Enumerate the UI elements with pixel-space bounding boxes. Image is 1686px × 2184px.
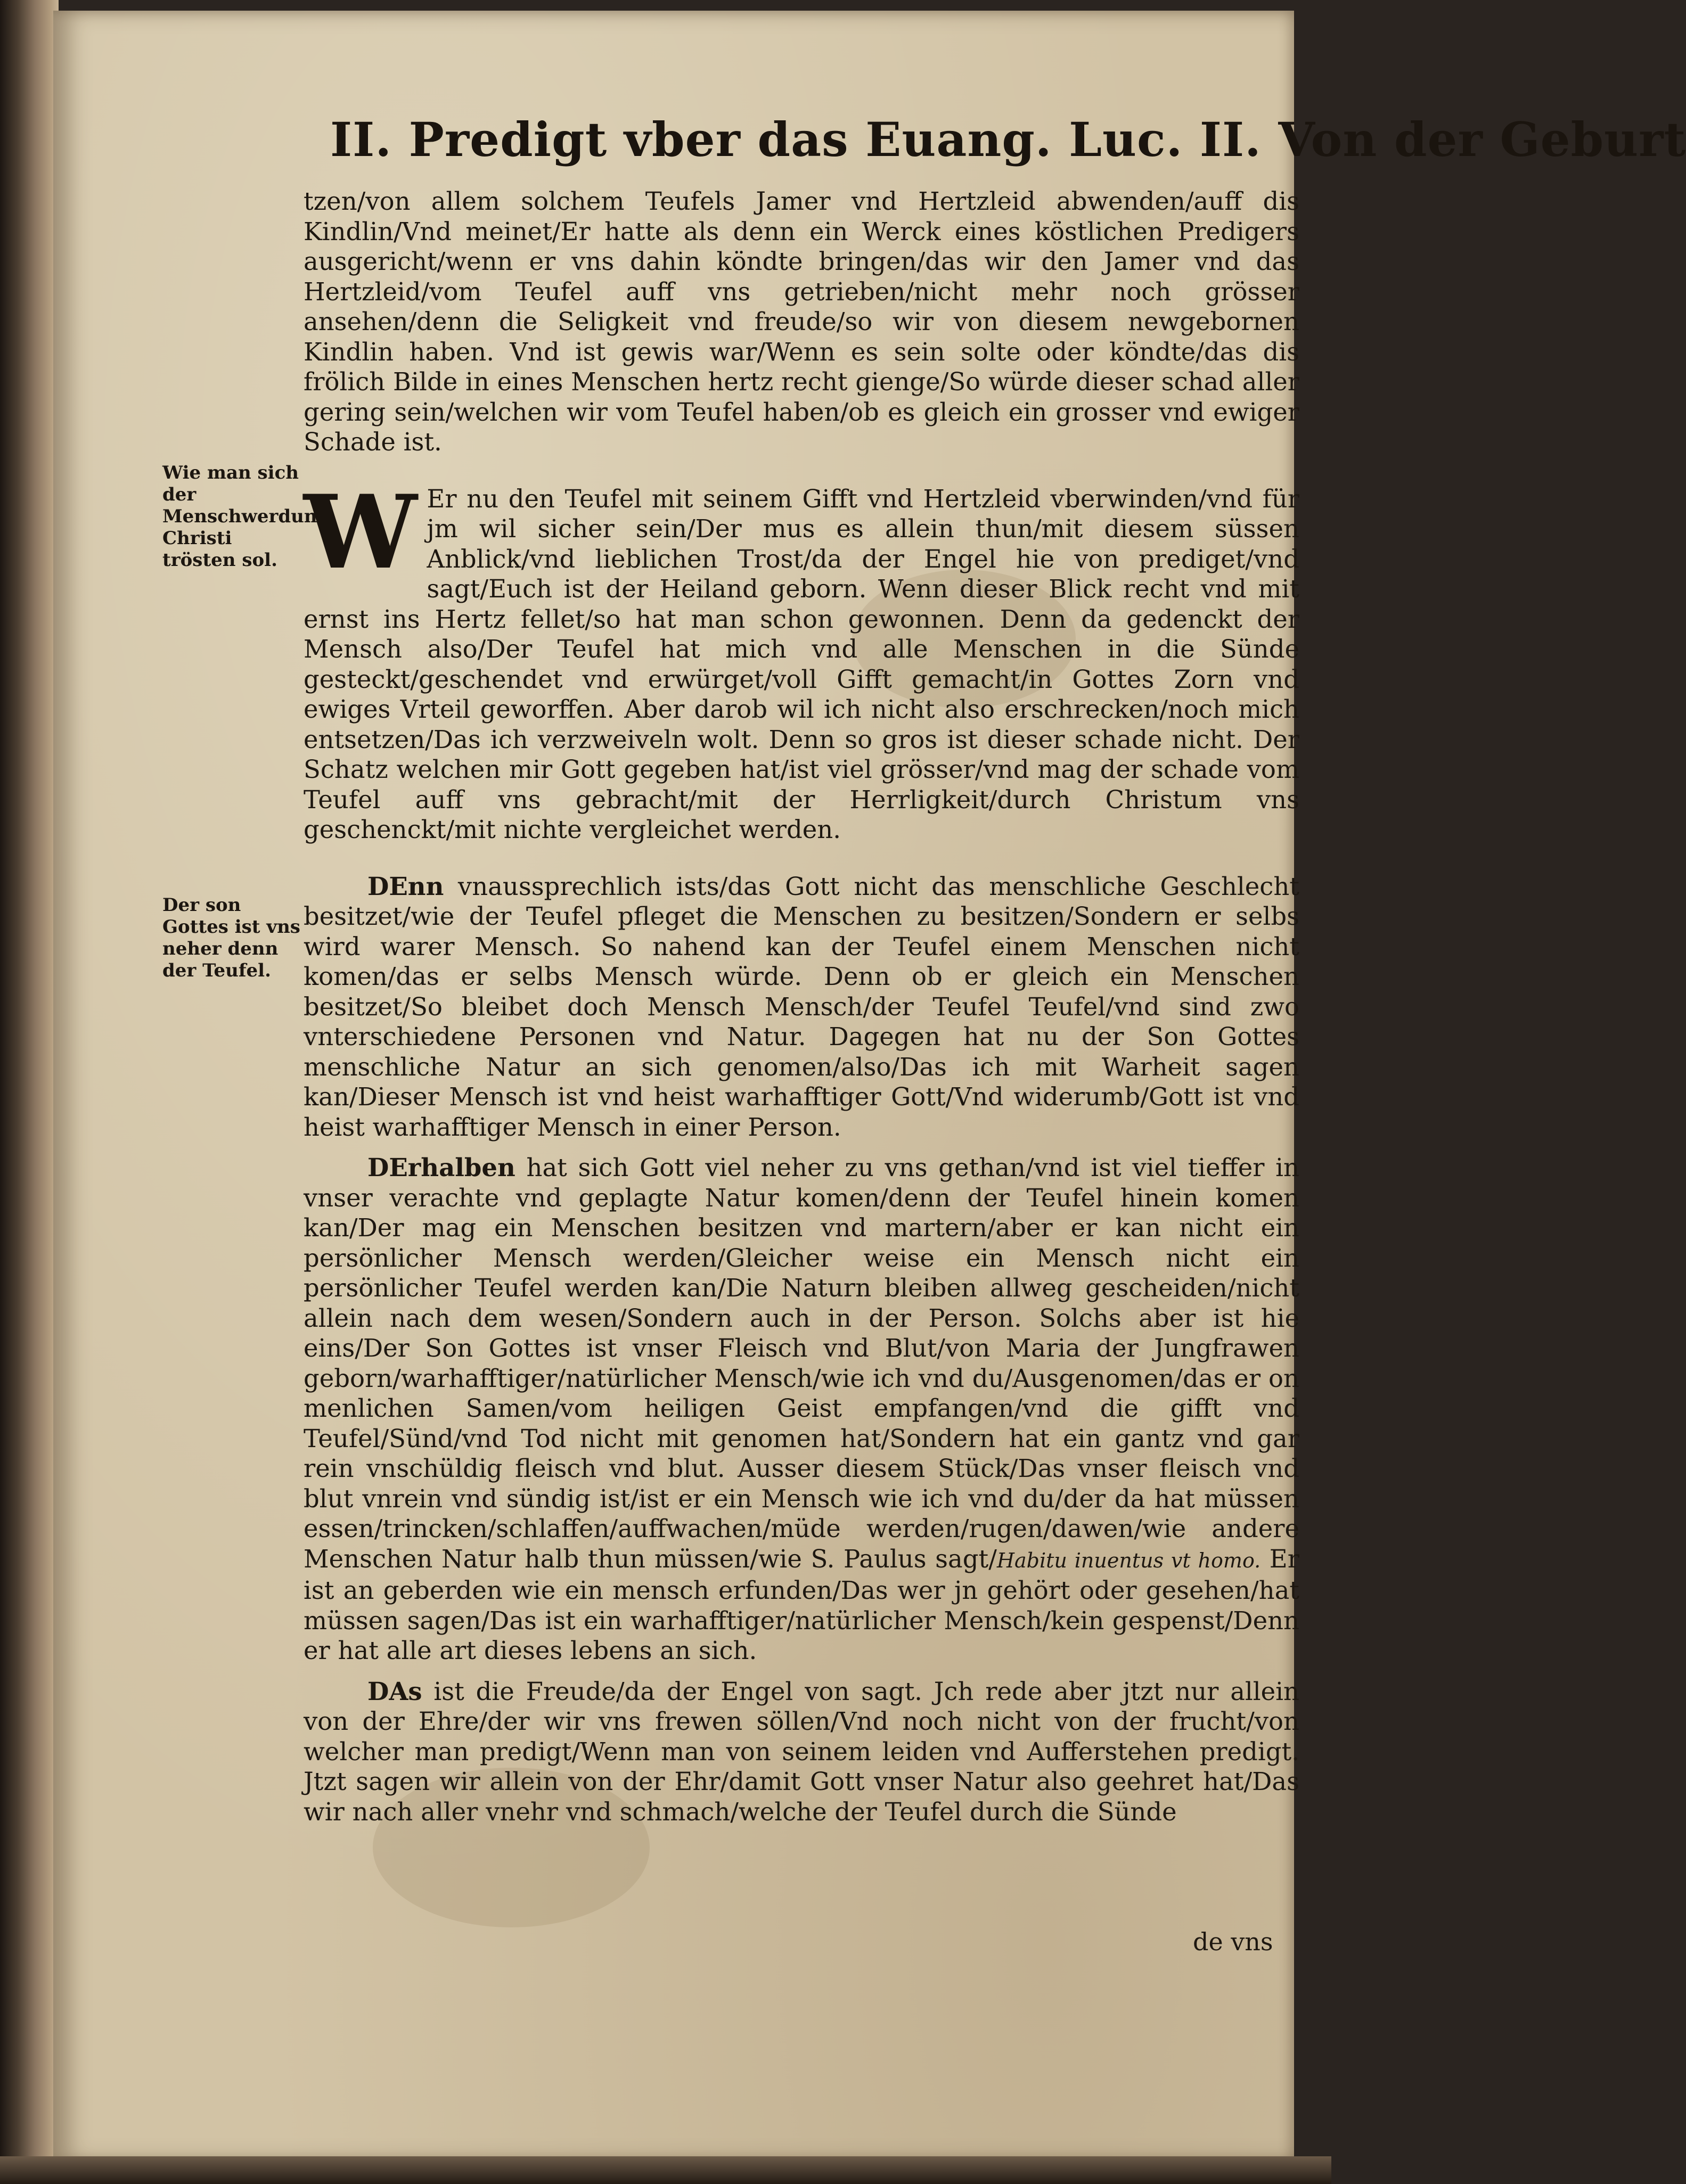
paragraph-lead: DErhalben — [367, 1153, 515, 1182]
paragraph-text: vnaussprechlich ists/das Gott nicht das menschliche Geschlecht besitzet/wie der Teufel pfleget die Menschen zu besitzen/Sondern er selbs wird warer Mensch. So nahend kan der Teufel einem Menschen nicht komen/das er selbs Mensch würde. Denn ob er gleich ein Menschen besitzet/So bleibet doch Mensch Mensch/der Teufel Teufel/vnd sind zwo vnterschiedene Personen vnd Natur. Dagegen hat nu der Son Gottes menschliche Natur an sich genomen/also/Das ich mit Warheit sagen kan/Dieser Mensch ist vnd heist warhafftiger Gott/Vnd widerumb/Gott ist vnd heist warhafftiger Mensch in einer Person. — [304, 872, 1299, 1142]
paragraph — [304, 1677, 1299, 1827]
paragraph-text: Er nu den Teufel mit seinem Gifft vnd Hertzleid vberwinden/vnd für jm wil sicher sein/Der mus es allein thun/mit diesem süssen Anblick/vnd lieblichen Trost/da der Engel hie von prediget/vnd sagt/Euch ist der Heiland geborn. Wenn dieser Blick recht vnd mit ernst ins Hertz fellet/so hat man schon gewonnen. Denn da gedenckt der Mensch also/Der Teufel hat mich vnd alle Menschen in die Sünde gesteckt/geschendet vnd erwürget/voll Gifft gemacht/in Gottes Zorn vnd ewiges Vrteil geworffen. Aber darob wil ich nicht also erschrecken/noch mich entsetzen/Das ich verzweiveln wolt. Denn so gros ist dieser schade nicht. Der Schatz welchen mir Gott gegeben hat/ist viel grösser/vnd mag der schade vom Teufel auff vns gebracht/mit der Herrligkeit/durch Christum vns geschenckt/mit nichte vergleichet werden. — [304, 484, 1299, 844]
paragraph — [304, 472, 1299, 845]
running-header: II. Predigt vber das Euang. Luc. II. Von der Geburt — [330, 112, 1686, 167]
paragraph — [304, 1153, 1299, 1666]
book-page — [53, 11, 1686, 2162]
paragraph-text: ist die Freude/da der Engel von sagt. Jch rede aber jtzt nur allein von der Ehre/der wir vns frewen söllen/Vnd noch nicht von der frucht/von welcher man predigt/Wenn man von seinem leiden vnd Aufferstehen predigt. Jtzt sagen wir allein von der Ehr/damit Gott vnser Natur also geehret hat/Das wir nach aller vnehr vnd schmach/welche der Teufel durch die Sünde — [304, 1677, 1299, 1826]
paragraph-text: tzen/von allem solchem Teufels Jamer vnd Hertzleid abwenden/auff dis Kindlin/Vnd meinet/Er hatte als denn ein Werck eines köstlichen Predigers ausgericht/wenn er vns dahin köndte bringen/das wir den Jamer vnd das Hertzleid/vom Teufel auff vns getrieben/nicht mehr noch grösser ansehen/denn die Seligkeit vnd freude/so wir von diesem newgebornen Kindlin haben. Vnd ist gewis war/Wenn es sein solte oder köndte/das dis frölich Bilde in eines Menschen hertz recht gienge/So würde dieser schad aller gering sein/welchen wir vom Teufel haben/ob es gleich ein grosser vnd ewiger Schade ist. — [304, 187, 1299, 456]
paragraph-text: Er ist an geberden wie ein mensch erfunden/Das wer jn gehört oder gesehen/hat müssen sagen/Das ist ein warhafftiger/natürlicher Mensch/kein gespenst/Denn er hat alle art dieses lebens an sich. — [304, 1544, 1299, 1665]
catchword: de vns — [1193, 1927, 1273, 1956]
book-edge — [0, 0, 59, 2184]
paragraph-lead: DAs — [367, 1676, 422, 1706]
latin-quote: Habitu inuentus vt homo. — [996, 1548, 1261, 1572]
paragraph — [304, 872, 1299, 1143]
paragraph — [304, 186, 1299, 457]
paragraph-lead: DEnn — [367, 871, 444, 901]
drop-cap: W — [304, 472, 418, 592]
marginal-note: Wie man sich der Menschwerdung Christi trösten sol. — [162, 462, 330, 571]
marginal-note: Der son Gottes ist vns neher denn der Teufel. — [162, 894, 300, 981]
page-body — [304, 186, 1299, 1827]
book-bottom-edge — [0, 2156, 1331, 2184]
paragraph-text: hat sich Gott viel neher zu vns gethan/vnd ist viel tieffer in vnser verachte vnd geplagte Natur komen/denn der Teufel hinein komen kan/Der mag ein Menschen besitzen vnd martern/aber er kan nicht ein persönlicher Mensch werden/Gleicher weise ein Mensch nicht ein persönlicher Teufel werden kan/Die Naturn bleiben allweg gescheiden/nicht allein nach dem wesen/Sondern auch in der Person. Solchs aber ist hie eins/Der Son Gottes ist vnser Fleisch vnd Blut/von Maria der Jungfrawen geborn/warhafftiger/natürlicher Mensch/wie ich vnd du/Ausgenomen/das er on menlichen Samen/vom heiligen Geist empfangen/vnd die gifft vnd Teufel/Sünd/vnd Tod nicht mit genomen hat/Sondern hat ein gantz vnd gar rein vnschüldig fleisch vnd blut. Ausser diesem Stück/Das vnser fleisch vnd blut vnrein vnd sündig ist/ist er ein Mensch wie ich vnd du/der da hat müssen essen/trincken/schlaffen/auffwachen/müde werden/rugen/dawen/wie andere Menschen Natur halb thun müssen/wie S. Paulus sagt/ — [304, 1153, 1299, 1573]
